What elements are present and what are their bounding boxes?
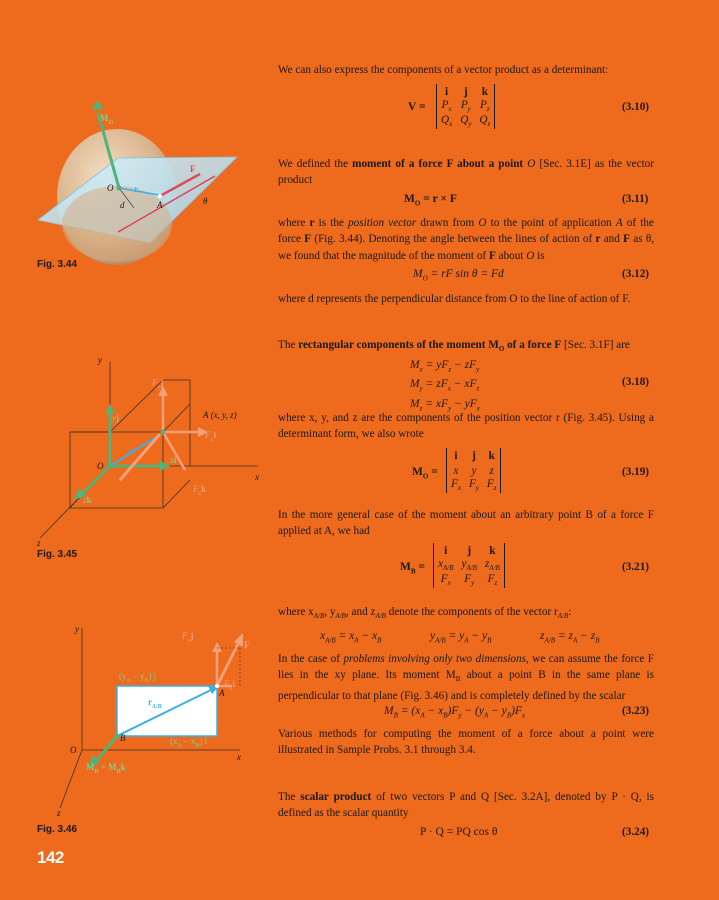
eq319-number: (3.19): [622, 466, 650, 478]
eq321-determinant: i j k $x_{A/B}$ $y_{A/B}$ $z_{A/B}$ $F_x$ $F_y$ $F_z$: [433, 543, 505, 588]
y-axis-label: y: [98, 355, 102, 365]
o-label: O: [70, 745, 77, 755]
rab-label: $r_{A/B}$: [148, 697, 162, 710]
two-dimensions-paragraph: In the case of problems involving only two dimensions, we can assume the force F lies in the xy plane. Its moment $M_B$ about a point B in the same plane is perpendicular to that plane (Fig. 3.46) and is completely defined by the scalar: [278, 653, 654, 703]
eq323-expression: $M_B = (x_A - x_B)F_y - (y_A - y_B)F_x$: [384, 705, 526, 720]
eq310-number: (3.10): [622, 101, 650, 113]
z-axis: [60, 750, 82, 808]
figure-3-45-caption: Fig. 3.45: [37, 549, 78, 560]
x-axis-label: x: [237, 752, 241, 762]
yj-label: yj: [112, 413, 119, 423]
eq311-expression: $M_O = r \times F$: [404, 193, 457, 208]
fy-label: $F_yj$: [182, 631, 194, 644]
components-paragraph: where x, y, and z are the components of the position vector r (Fig. 3.45). Using a determinant form, we also wrote: [278, 412, 654, 441]
eq318-number: (3.18): [622, 376, 650, 388]
figure-3-44-caption: Fig. 3.44: [37, 259, 78, 270]
eq310-determinant: i j k $P_x$ $P_y$ $P_z$ $Q_x$ $Q_y$ $Q_z$: [436, 84, 495, 129]
eq319-determinant: i j k x y z $F_x$ $F_y$ $F_z$: [446, 448, 501, 493]
eq324-number: (3.24): [622, 826, 650, 838]
o-label: O: [97, 461, 104, 471]
mo-label: $M_O$: [100, 113, 114, 126]
perpendicular-distance-paragraph: where d represents the perpendicular distance from O to the line of action of F.: [278, 293, 631, 305]
zk-label: zk: [83, 495, 92, 505]
z-axis-label: z: [57, 808, 61, 818]
mb-vector: [97, 736, 117, 760]
fx-label: $F_xi$: [224, 679, 236, 692]
eq311-number: (3.11): [622, 193, 649, 205]
y-axis-label: y: [75, 624, 79, 634]
point-b: [115, 734, 120, 739]
eq-yab: $y_{A/B} = y_A - y_B$: [430, 630, 492, 645]
scalar-product-paragraph: The scalar product of two vectors P and Q [Sec. 3.2A], denoted by P · Q, is defined as the scalar quantity: [278, 791, 654, 820]
eq-xab: $x_{A/B} = x_A - x_B$: [320, 630, 382, 645]
a-label: A: [157, 200, 163, 210]
f-label: F: [244, 640, 250, 650]
page-number: 142: [37, 848, 64, 867]
eq321-lhs: $M_B$ =: [400, 561, 425, 576]
mb-label: $M_B = M_Bk$: [86, 762, 126, 775]
r-label: r: [134, 184, 138, 194]
r-label: r: [129, 446, 133, 456]
position-vector-paragraph: where r is the position vector drawn from O to the point of application A of the force F (Fig. 3.44). Denoting the angle between the lines of action of r and F as θ, we found that the magnitude of the moment of F about O is: [278, 217, 654, 262]
eq324-expression: P · Q = PQ cos θ: [420, 826, 498, 838]
yab-label: $(y_A - y_B)$ j: [119, 671, 157, 684]
eq319-lhs: $M_O$ =: [412, 466, 438, 481]
xi-label: xi: [170, 455, 177, 465]
eq318-lines: $M_x = yF_z - zF_y$ $M_y = zF_x - xF_z$ $M_z = xF_y - yF_x$: [410, 359, 480, 412]
z-axis-label: z: [37, 538, 41, 548]
eq310-lhs: V =: [408, 101, 426, 113]
moment-definition: We defined the moment of a force F about a point O [Sec. 3.1E] as the vector product: [278, 158, 654, 187]
fy-label: $F_yj$: [152, 378, 164, 391]
various-methods-paragraph: Various methods for computing the moment of a force about a point were illustrated in Sample Probs. 3.1 through 3.4.: [278, 728, 654, 757]
b-label: B: [120, 733, 126, 743]
fz-label: $F_zk$: [193, 484, 207, 497]
eq323-number: (3.23): [622, 705, 650, 717]
eq312-expression: $M_O$ = rF sin θ = Fd: [413, 268, 504, 283]
eq-zab: $z_{A/B} = z_A - z_B$: [540, 630, 600, 645]
o-label: O: [107, 183, 114, 193]
x-axis-label: x: [255, 472, 259, 482]
theta-label: θ: [203, 196, 208, 206]
vector-components-paragraph: where $x_{A/B}$, $y_{A/B}$, and $z_{A/B}$ denote the components of the vector $r_{A/B}$:: [278, 606, 572, 621]
rectangular-components-paragraph: The rectangular components of the moment $M_O$ of a force F [Sec. 3.1F] are: [278, 339, 630, 354]
xab-label: $(x_A - x_B)$ i: [170, 736, 208, 749]
f-label: F: [190, 164, 196, 174]
fx-label: $F_xi$: [205, 430, 217, 443]
general-case-paragraph: In the more general case of the moment about an arbitrary point B of a force F applied at A, we had: [278, 509, 654, 538]
figure-3-46-caption: Fig. 3.46: [37, 824, 78, 835]
a-label: A: [219, 688, 225, 698]
d-label: d: [120, 200, 125, 210]
a-label: A (x, y, z): [203, 410, 237, 420]
eq321-number: (3.21): [622, 561, 650, 573]
eq312-number: (3.12): [622, 268, 650, 280]
intro-paragraph: We can also express the components of a vector product as a determinant:: [278, 64, 609, 76]
